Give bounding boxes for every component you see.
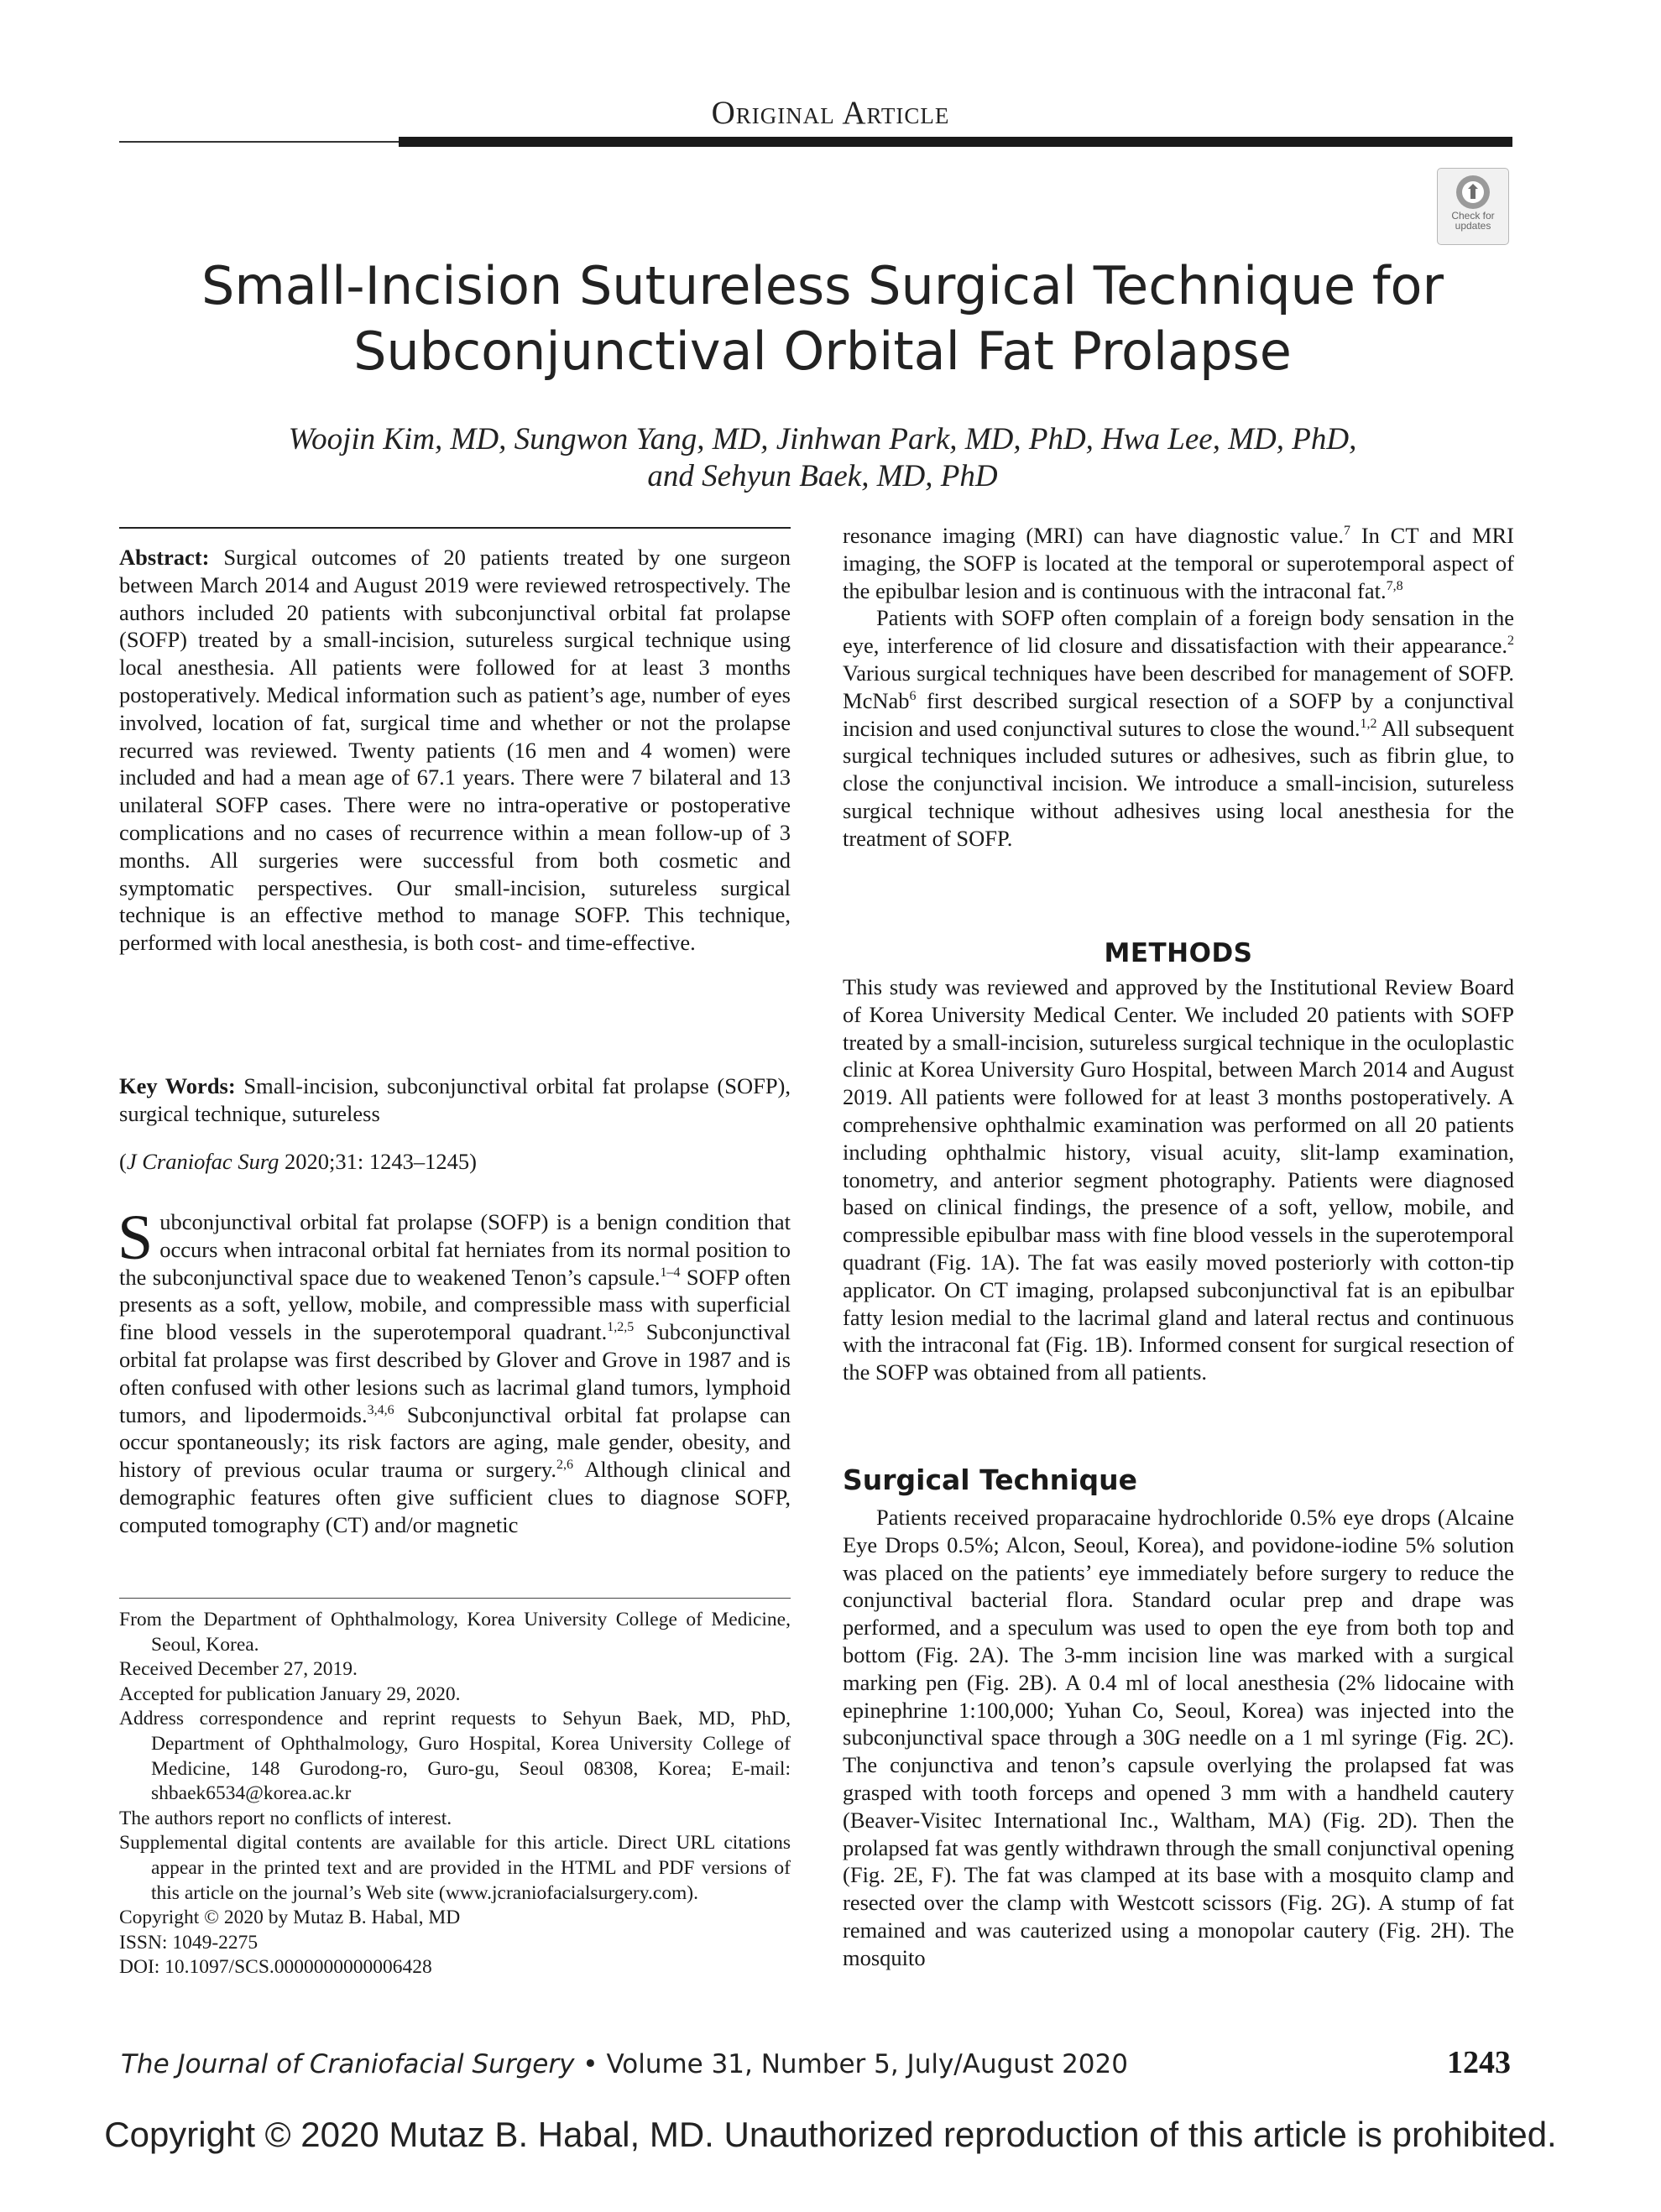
affiliations [119, 1608, 791, 1980]
drop-cap: S [118, 1203, 154, 1273]
badge-line-2: updates [1455, 220, 1491, 232]
intro-continued [843, 522, 1514, 853]
footnote-rule [119, 1598, 791, 1599]
copyright-line: Copyright © 2020 by Mutaz B. Habal, MD [119, 1907, 461, 1929]
ref-7-8[interactable]: 7,8 [1386, 578, 1403, 593]
intro-cont-text-2: In CT and MRI imaging, the SOFP is located at the temporal or superotemporal aspect of the epibulbar lesion and is continuous with the intraconal fat. [843, 523, 1514, 603]
title-line-1: Small-Incision Sutureless Surgical Technique for [201, 255, 1444, 316]
ref-1-2[interactable]: 1,2 [1360, 716, 1377, 731]
intro-text-4: Subconjunctival orbital fat prolapse can occur spontaneously; its risk factors are aging, male gender, obesity, and history of previous ocular trauma or surgery. [119, 1401, 791, 1483]
intro-paragraph [118, 1203, 791, 1539]
surgical-technique-block [843, 1504, 1514, 1972]
author-list [118, 421, 1528, 495]
issn-line: ISSN: 1049-2275 [119, 1931, 259, 1954]
intro-continued-paragraph [843, 522, 1514, 604]
supplemental-note: Supplemental digital contents are available for this article. Direct URL citations appear in the printed text and are provided in the HTML and PDF versions of this article on the journal’s Web site (www.jcraniofacialsurgery.com). [119, 1832, 791, 1904]
keywords-block [119, 1072, 791, 1128]
authors-line-1: Woojin Kim, MD, Sungwon Yang, MD, Jinhwan Park, MD, PhD, Hwa Lee, MD, PhD, [288, 422, 1357, 456]
citation-line: (J Craniofac Surg 2020;31: 1243–1245) [119, 1149, 477, 1174]
affiliations-block [119, 1608, 791, 1980]
intro-p2-text-1: Patients with SOFP often complain of a foreign body sensation in the eye, interference of lid closure and dissatisfaction with their appearance. [843, 605, 1514, 659]
ref-2[interactable]: 2 [1507, 634, 1514, 649]
footer-journal-line [121, 2049, 1128, 2079]
received-date: Received December 27, 2019. [119, 1658, 358, 1681]
footer-volume: Volume 31, Number 5, July/August 2020 [606, 2049, 1128, 2079]
citation-journal: J Craniofac Surg [126, 1149, 279, 1174]
copyright-notice: Copyright © 2020 Mutaz B. Habal, MD. Unauthorized reproduction of this article is prohibited. [104, 2115, 1557, 2154]
ref-1-4[interactable]: 1–4 [660, 1265, 681, 1280]
abstract-paragraph [119, 544, 791, 957]
ref-7[interactable]: 7 [1344, 524, 1351, 539]
affiliation-from: From the Department of Ophthalmology, Korea University College of Medicine, Seoul, Korea. [119, 1609, 791, 1656]
intro-text-1: ubconjunctival orbital fat prolapse (SOFP) is a benign condition that occurs when intraconal orbital fat herniates from its normal position to the subconjunctival space due to weakened Tenon’s capsule. [119, 1209, 791, 1290]
citation-rest: 2020;31: 1243–1245) [279, 1149, 477, 1174]
check-for-updates-icon [1455, 174, 1491, 211]
footer-bullet: • [582, 2049, 598, 2079]
intro-text-5: Although clinical and demographic features often give sufficient clues to diagnose SOFP, computed tomography (CT) and/or magnetic [119, 1457, 791, 1537]
conflict-statement: The authors report no conflicts of interest. [119, 1807, 452, 1829]
methods-paragraph: This study was reviewed and approved by the Institutional Review Board of Korea University Medical Center. We included 20 patients with SOFP treated by a small-incision, sutureless surgical technique in the oculoplastic clinic at Korea University Guro Hospital, between March 2014 and August 2019. All patients were followed for at least 3 months postoperatively. A comprehensive ophthalmic examination was performed on all 20 patients including ophthalmic history, visual acuity, slit-lamp examination, tonometry, and anterior segment photography. Patients were diagnosed based on clinical findings, the presence of a soft, yellow, mobile, and compressible epibulbar mass with fine blood vessels in the superotemporal quadrant (Fig. 1A). The fat was easily moved posteriorly with cotton-tip applicator. On CT imaging, prolapsed subconjunctival fat is an epibulbar fatty lesion medial to the lacrimal gland and lateral rectus and continuous with the intraconal fat (Fig. 1B). Informed consent for surgical resection of the SOFP was obtained from all patients. [843, 974, 1514, 1385]
intro-p2-text-3: first described surgical resection of a SOFP by a conjunctival incision and used conjunctival sutures to close the wound. [843, 687, 1514, 741]
accepted-date: Accepted for publication January 29, 2020. [119, 1682, 461, 1705]
header-rule-thick [399, 137, 1512, 147]
abstract-rule [119, 527, 791, 529]
ref-1-2-5[interactable]: 1,2,5 [607, 1320, 635, 1335]
keywords-paragraph [119, 1072, 791, 1128]
surgical-technique-paragraph: Patients received proparacaine hydrochloride 0.5% eye drops (Alcaine Eye Drops 0.5%; Alcon, Seoul, Korea), and povidone-iodine 5% solution was placed on the patients’ eye immediately before surgery to reduce the conjunctival bacterial flora. Standard ocular prep and drape was performed, and a speculum was used to open the eye from both top and bottom (Fig. 2A). The 3-mm incision line was marked with a surgical marking pen (Fig. 2B). A 0.4 ml of local anesthesia (2% lidocaine with epinephrine 1:100,000; Yuhan Co, Seoul, Korea) was injected into the subconjunctival space through a 30G needle on a 1 ml syringe (Fig. 2C). The conjunctiva and tenon’s capsule overlying the prolapsed fat was grasped with tooth forceps and opened 3 mm with a handheld cautery (Beaver-Visitec International Inc., Waltham, MA) (Fig. 2D). Then the prolapsed fat was gently withdrawn through the small conjunctival opening (Fig. 2E, F). The fat was clamped at its base with a mosquito clamp and resected over the clamp with Westcott scissors (Fig. 2G). A stump of fat remained and was cauterized using a monopolar cautery (Fig. 2H). The mosquito [843, 1505, 1514, 1970]
footer-journal-name: The Journal of Craniofacial Surgery [121, 2049, 575, 2079]
intro-p2-text-4: All subsequent surgical techniques included sutures or adhesives, such as fibrin glue, to close the conjunctival incision. We introduce a small-incision, sutureless surgical technique without adhesives using local anesthesia for the treatment of SOFP. [843, 715, 1514, 851]
section-label: Original Article [711, 95, 950, 131]
surgical-technique-heading: Surgical Technique [843, 1463, 1137, 1496]
intro-p2-text-2: Various surgical techniques have been described for management of SOFP. McNab [843, 660, 1514, 713]
keywords-text: Small-incision, subconjunctival orbital fat prolapse (SOFP), surgical technique, sutureless [119, 1073, 791, 1126]
intro-cont-text-1: resonance imaging (MRI) can have diagnostic value. [843, 523, 1345, 548]
badge-line-1: Check for [1451, 210, 1495, 222]
abstract-text: Surgical outcomes of 20 patients treated by one surgeon between March 2014 and August 2019 were reviewed retrospectively. The authors included 20 patients with subconjunctival orbital fat prolapse (SOFP) treated by a small-incision, sutureless surgical technique using local anesthesia. All patients were followed for at least 3 months postoperatively. Medical information such as patient’s age, number of eyes involved, location of fat, surgical time and whether or not the prolapse recurred was reviewed. Twenty patients (16 men and 4 women) were included and had a mean age of 67.1 years. There were 7 bilateral and 13 unilateral SOFP cases. There were no intra-operative or postoperative complications and no cases of recurrence within a mean follow-up of 3 months. All surgeries were successful from both cosmetic and symptomatic perspectives. Our small-incision, sutureless surgical technique is an effective method to manage SOFP. This technique, performed with local anesthesia, is both cost- and time-effective. [119, 545, 791, 956]
ref-2-6[interactable]: 2,6 [556, 1458, 573, 1473]
article-title [118, 253, 1528, 384]
correspondence-address: Address correspondence and reprint requests to Sehyun Baek, MD, PhD, Department of Ophthalmology, Guro Hospital, Korea University College of Medicine, 148 Gurodong-ro, Guro-gu, Seoul 08308, Korea; E-mail: shbaek6534@korea.ac.kr [119, 1708, 791, 1805]
abstract-block [119, 544, 791, 957]
intro-block [118, 1203, 791, 1539]
methods-block [843, 973, 1514, 1386]
doi-link[interactable]: DOI: 10.1097/SCS.0000000000006428 [119, 1956, 432, 1979]
keywords-label: Key Words: [119, 1073, 236, 1098]
page-number: 1243 [1447, 2045, 1511, 2080]
intro-text-2: SOFP often presents as a soft, yellow, mobile, and compressible mass with superficial fine blood vessels in the superotemporal quadrant. [119, 1264, 791, 1345]
methods-heading: METHODS [1104, 938, 1253, 968]
ref-3-4-6[interactable]: 3,4,6 [367, 1402, 394, 1417]
abstract-label: Abstract: [119, 545, 210, 570]
ref-6[interactable]: 6 [909, 688, 917, 703]
intro-text-3: Subconjunctival orbital fat prolapse was first described by Glover and Grove in 1987 and is often confused with other lesions such as lacrimal gland tumors, lymphoid tumors, and lipodermoids. [119, 1319, 791, 1427]
authors-line-2: and Sehyun Baek, MD, PhD [647, 459, 998, 493]
citation-block [119, 1148, 791, 1176]
title-line-2: Subconjunctival Orbital Fat Prolapse [353, 321, 1292, 382]
check-for-updates-badge[interactable] [1437, 168, 1509, 245]
intro-paragraph-2 [843, 604, 1514, 852]
